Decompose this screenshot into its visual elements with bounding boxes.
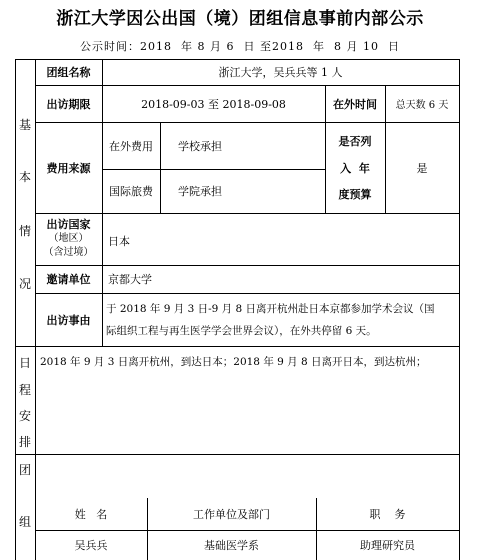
abroad-cost-value: 学校承担: [178, 139, 222, 153]
notice-to: 至: [260, 40, 272, 53]
notice-start-date: 2018 年 8 月 6 日: [140, 40, 256, 53]
section-basic-char: 情: [18, 224, 31, 238]
country-label: [35, 213, 102, 265]
notice-end-date: 2018 年 8 月 10 日: [272, 40, 400, 53]
member-header-position: 职 务: [369, 508, 406, 521]
schedule-text: 2018 年 9 月 3 日离开杭州，到达日本；2018 年 9 月 8 日离开日本，到达杭州；: [40, 355, 427, 368]
travel-cost-label: 国际旅费: [109, 185, 153, 198]
travel-cost-value: 学院承担: [178, 185, 222, 198]
purpose-label: 出访事由: [46, 313, 91, 327]
budget-value: 是: [416, 161, 428, 175]
section-schedule-char: 日: [18, 356, 31, 370]
budget-label-line: 度预算: [338, 188, 372, 202]
purpose-line: 于 2018 年 9 月 3 日-9 月 8 日离开杭州赴日本京都参加学术会议（国: [106, 302, 435, 315]
invite-label: 邀请单位: [46, 273, 91, 286]
section-group-char: 组: [18, 515, 31, 529]
country-label-line: 出访国家: [46, 218, 91, 231]
member-header-name: 姓 名: [74, 508, 108, 521]
section-group-char: 团: [18, 463, 31, 477]
purpose-line: 际组织工程与再生医学学会世界会议），在外共停留 6 天。: [106, 325, 377, 338]
abroad-time-value: 总天数 6 天: [395, 100, 449, 111]
funding-label: 费用来源: [46, 161, 91, 175]
invite-value: 京都大学: [108, 273, 152, 286]
budget-label-line: 入 年: [340, 161, 370, 175]
notice-prefix: 公示时间：: [80, 40, 141, 53]
member-position: 助理研究员: [360, 539, 415, 552]
abroad-time-label: 在外时间: [333, 97, 377, 111]
abroad-cost-label: 在外费用: [109, 139, 153, 153]
member-unit: 基础医学系: [204, 539, 259, 552]
section-schedule-char: 程: [18, 383, 31, 397]
section-schedule-char: 排: [18, 435, 31, 449]
budget-label-line: 是否列: [338, 134, 372, 148]
country-label-line: （含过境）: [43, 247, 94, 258]
page-title: 浙江大学因公出国（境）团组信息事前内部公示: [56, 9, 424, 29]
purpose-value: [102, 293, 459, 346]
member-name: 吴兵兵: [74, 539, 108, 552]
period-value: 2018-09-03 至 2018-09-08: [141, 97, 286, 111]
country-value: 日本: [108, 235, 130, 248]
group-name-value: 浙江大学，吴兵兵等 1 人: [218, 66, 343, 79]
country-label-line: （地区）: [48, 233, 89, 244]
budget-label: [325, 122, 385, 213]
period-label: 出访期限: [46, 97, 91, 111]
section-basic-char: 况: [18, 277, 31, 291]
section-basic-char: 本: [18, 170, 31, 184]
group-name-label: 团组名称: [46, 66, 91, 79]
section-schedule-char: 安: [18, 409, 31, 423]
member-header-unit: 工作单位及部门: [193, 508, 270, 521]
section-basic-char: 基: [18, 118, 31, 132]
notice-time: [0, 38, 480, 54]
